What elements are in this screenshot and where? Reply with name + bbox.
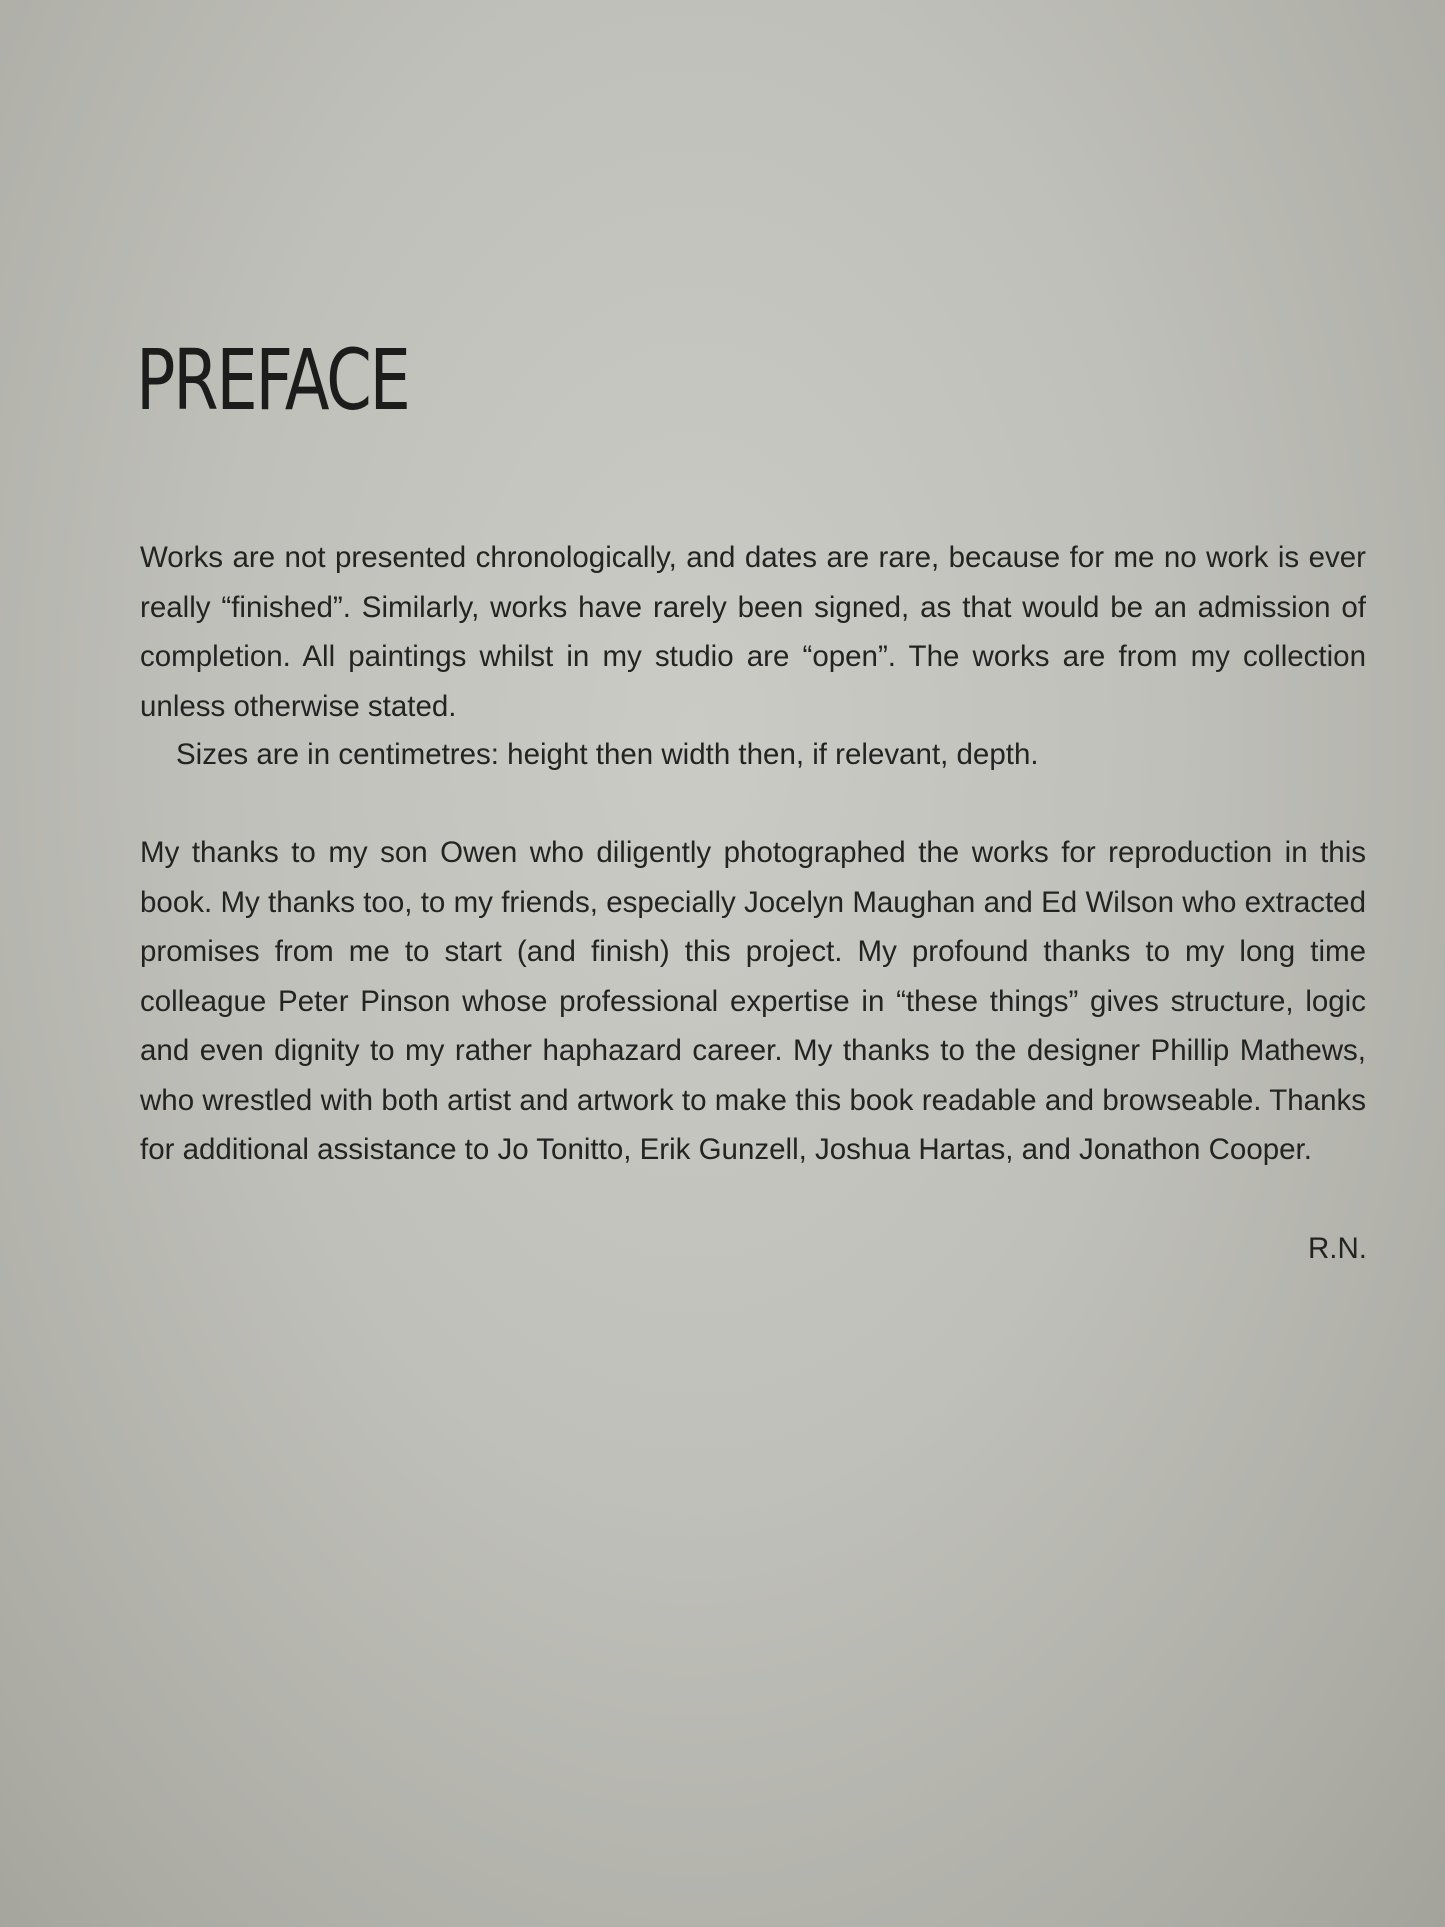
paragraph-acknowledgements: My thanks to my son Owen who diligently photographed the works for reproduction in this book. My thanks too, to my friends, especially Jocelyn Maughan and Ed Wilson who extracted promises from me to start (and finish) this project. My profound thanks to my long time colleague Peter Pinson whose professional expertise in “these things” gives structure, logic and even dignity to my rather haphazard career. My thanks to the designer Phillip Mathews, who wrestled with both artist and artwork to make this book readable and browseable. Thanks for additional assistance to Jo Tonitto, Erik Gunzell, Joshua Hartas, and Jonathon Cooper. (140, 836, 1366, 1166)
author-initials: R.N. (1308, 1232, 1367, 1265)
sizes-note-text: Sizes are in centimetres: height then width then, if relevant, depth. (176, 738, 1039, 771)
page-title: PREFACE (136, 331, 409, 429)
paragraph-sizes-note (140, 730, 1366, 780)
paragraph-presentation-note: Works are not presented chronologically, and dates are rare, because for me no work is ever really “finished”. Similarly, works have rarely been signed, as that would be an admission of completion. All paintings whilst in my studio are “open”. The works are from my collection unless otherwise stated. (140, 541, 1366, 723)
